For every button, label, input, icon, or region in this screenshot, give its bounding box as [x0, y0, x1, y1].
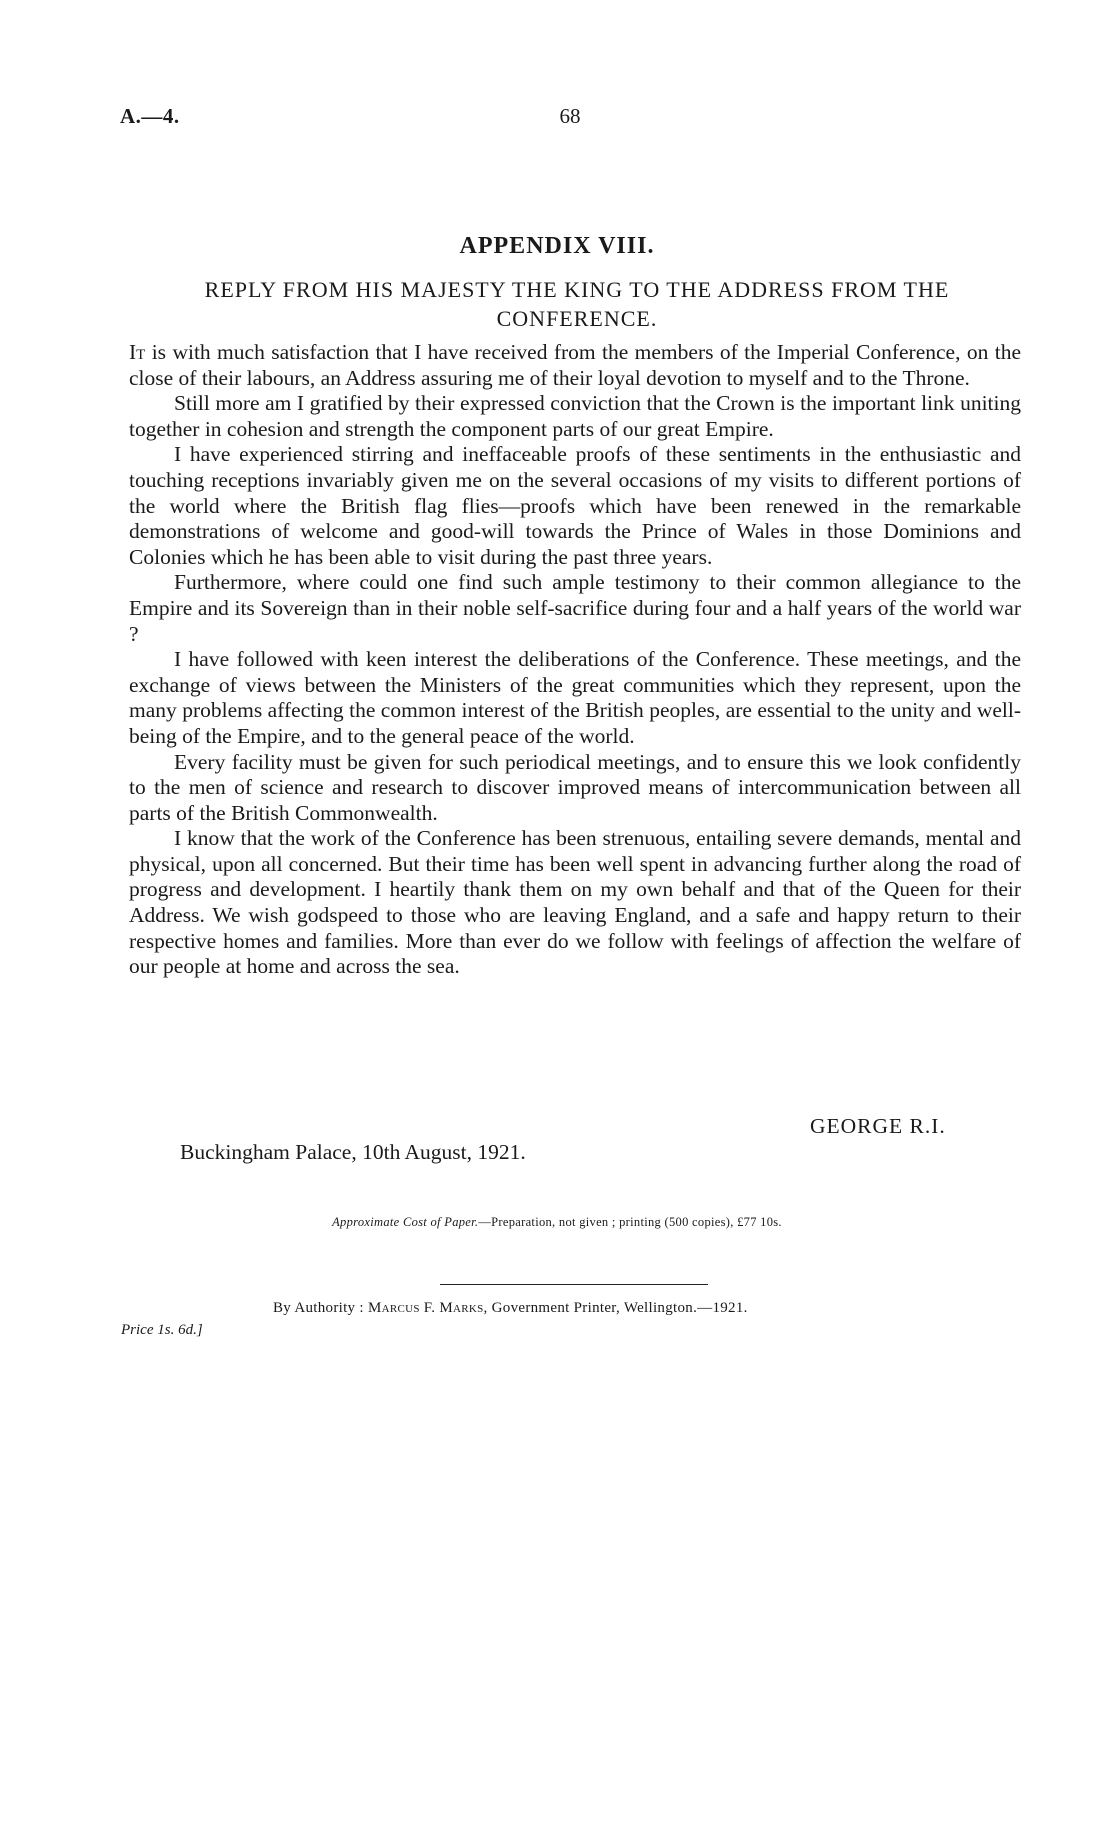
- divider-rule: [440, 1284, 708, 1285]
- paragraph-text: is with much satisfaction that I have received from the members of the Imperial Conference, on the close of their labours, an Address assuring me of their loyal devotion to myself and to the Throne.: [129, 340, 1021, 390]
- price-note: Price 1s. 6d.]: [121, 1322, 203, 1338]
- page-reference: A.—4.: [120, 104, 180, 128]
- dateline: Buckingham Palace, 10th August, 1921.: [180, 1140, 526, 1164]
- signature: GEORGE R.I.: [810, 1114, 946, 1138]
- printer-suffix: , Government Printer, Wellington.—1921.: [483, 1300, 748, 1316]
- paragraph: [129, 340, 1021, 391]
- printer-imprint: [273, 1300, 748, 1317]
- cost-note-label: Approximate Cost of Paper.: [332, 1215, 479, 1229]
- page-number: 68: [559, 104, 581, 128]
- paragraph: Every facility must be given for such periodical meetings, and to ensure this we look confidently to the men of science and research to discover improved means of intercommunication between all parts of the British Commonwealth.: [129, 749, 1021, 825]
- paragraph: I know that the work of the Conference has been strenuous, entailing severe demands, mental and physical, upon all concerned. But their time has been well spent in advancing further along the road of progress and development. I heartily thank them on my own behalf and that of the Queen for their Address. We wish godspeed to those who are leaving England, and a safe and happy return to their respective homes and families. More than ever do we follow with feelings of affection the welfare of our people at home and across the sea.: [129, 826, 1021, 979]
- printer-name: Marcus F. Marks: [367, 1300, 484, 1316]
- appendix-title: APPENDIX VIII.: [459, 233, 655, 259]
- cost-note: [0, 1215, 1114, 1230]
- paragraph: I have followed with keen interest the deliberations of the Conference. These meetings, and the exchange of views between the Ministers of the great communities which they represent, upon the many problems affecting the common interest of the British peoples, are essential to the unity and well-being of the Empire, and to the general peace of the world.: [129, 647, 1021, 748]
- paragraph: Furthermore, where could one find such ample testimony to their common allegiance to the Empire and its Sovereign than in their noble self-sacrifice during four and a half years of the world war ?: [129, 570, 1021, 646]
- document-subtitle: REPLY FROM HIS MAJESTY THE KING TO THE ADDRESS FROM THE CONFERENCE.: [204, 277, 950, 331]
- paragraph-lead-word: It: [129, 340, 146, 364]
- letter-body: [129, 340, 1021, 980]
- paragraph: Still more am I gratified by their expressed conviction that the Crown is the important link uniting together in cohesion and strength the component parts of our great Empire.: [129, 391, 1021, 441]
- cost-note-text: —Preparation, not given ; printing (500 copies), £77 10s.: [478, 1215, 782, 1229]
- paragraph: I have experienced stirring and ineffaceable proofs of these sentiments in the enthusiastic and touching receptions invariably given me on the several occasions of my visits to different portions of the world where the British flag flies—proofs which have been renewed in the remarkable demonstrations of welcome and good-will towards the Prince of Wales in those Dominions and Colonies which he has been able to visit during the past three years.: [129, 442, 1021, 569]
- printer-prefix: By Authority :: [273, 1300, 368, 1316]
